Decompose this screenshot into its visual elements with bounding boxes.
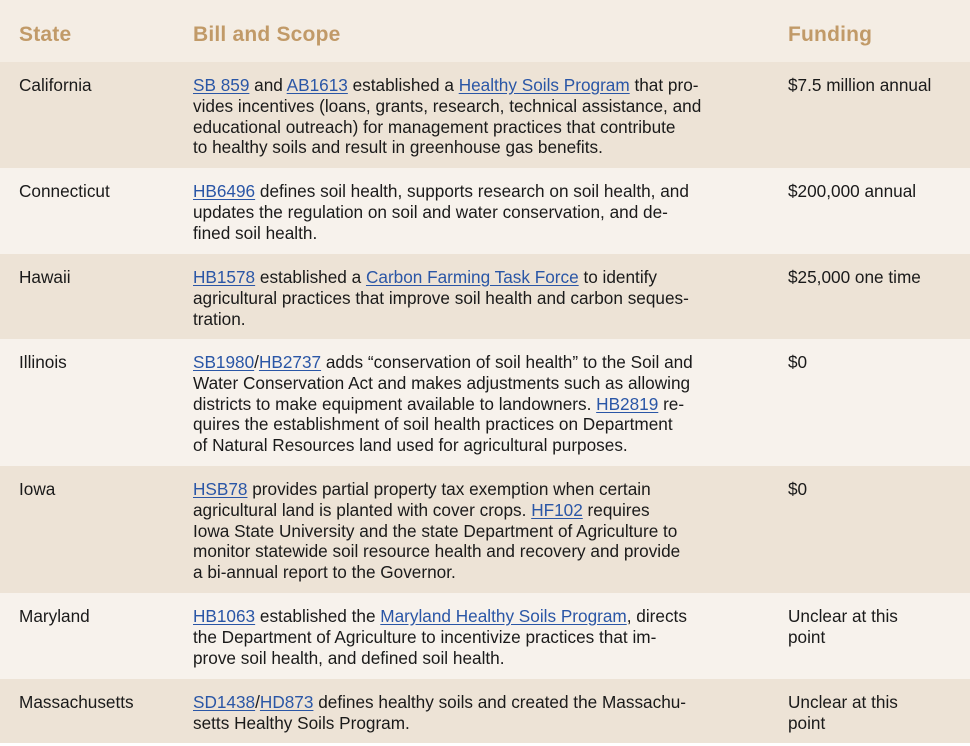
- header-funding: Funding: [788, 23, 873, 46]
- bill-text-line: HSB78 provides partial property tax exemption when certain: [193, 479, 651, 499]
- bill-link[interactable]: HB2819: [596, 393, 659, 414]
- bill-text-line: educational outreach) for management practices that contribute: [193, 116, 676, 137]
- table-row: [0, 62, 970, 168]
- bill-text-line: setts Healthy Soils Program.: [193, 712, 410, 733]
- bill-link[interactable]: HB2737: [258, 352, 322, 372]
- bill-link[interactable]: SB 859: [193, 75, 250, 95]
- bill-text-line: to healthy soils and result in greenhouse gas benefits.: [193, 137, 603, 158]
- bill-text-line: SB1980/HB2737 adds “conservation of soil health” to the Soil and: [193, 352, 693, 372]
- bill-link[interactable]: HB1063: [193, 606, 256, 626]
- funding-cell: [788, 267, 966, 288]
- bill-text-line: SD1438/HD873 defines healthy soils and created the Massachu-: [193, 692, 687, 712]
- bill-link[interactable]: Maryland Healthy Soils Program: [380, 606, 627, 626]
- bill-text-line: prove soil health, and defined soil health.: [193, 647, 505, 668]
- funding-text-line: Unclear at this: [788, 606, 898, 626]
- state-cell: Iowa: [19, 479, 56, 499]
- state-cell: Connecticut: [19, 181, 110, 201]
- bill-link[interactable]: HB6496: [193, 181, 256, 201]
- bill-link[interactable]: SD1438: [193, 692, 256, 712]
- bill-text-line: a bi-annual report to the Governor.: [193, 562, 456, 583]
- bill-text-line: updates the regulation on soil and water conservation, and de-: [193, 201, 668, 222]
- bill-link[interactable]: SB1980: [193, 352, 255, 372]
- bill-text-line: Water Conservation Act and makes adjustments such as allowing: [193, 372, 691, 393]
- funding-cell: [788, 479, 966, 500]
- bill-link[interactable]: Healthy Soils Program: [458, 75, 630, 95]
- table-row: [0, 466, 970, 593]
- bill-scope-cell: [193, 267, 759, 329]
- table-row: [0, 679, 970, 743]
- bill-link[interactable]: HD873: [259, 692, 314, 712]
- bill-scope-cell: [193, 181, 759, 243]
- state-cell: California: [19, 75, 92, 95]
- bill-link[interactable]: HB1578: [193, 267, 256, 287]
- header-state: State: [19, 23, 72, 46]
- bill-text-line: HB1063 established the Maryland Healthy Soils Program, directs: [193, 606, 687, 626]
- table-row: [0, 339, 970, 466]
- state-cell: Maryland: [19, 606, 90, 626]
- bill-text-line: HB1578 established a Carbon Farming Task Force to identify: [193, 267, 658, 287]
- bill-text-line: of Natural Resources land used for agricultural purposes.: [193, 435, 628, 456]
- table-body: [0, 62, 970, 743]
- bill-text-line: districts to make equipment available to landowners. HB2819 re-: [193, 393, 685, 414]
- funding-text-line: point: [788, 626, 826, 647]
- bill-link[interactable]: Carbon Farming Task Force: [365, 267, 579, 287]
- funding-cell: [788, 181, 966, 202]
- funding-text-line: $0: [788, 352, 808, 372]
- funding-text-line: Unclear at this: [788, 692, 898, 712]
- funding-text-line: $7.5 million annual: [788, 75, 932, 95]
- bill-scope-cell: [193, 606, 759, 668]
- bill-text-line: monitor statewide soil resource health and recovery and provide: [193, 541, 681, 562]
- state-cell: Illinois: [19, 352, 67, 372]
- funding-text-line: $0: [788, 479, 808, 499]
- bill-text-line: fined soil health.: [193, 222, 318, 243]
- bill-text-line: agricultural land is planted with cover crops. HF102 requires: [193, 499, 650, 520]
- header-bill-and-scope: Bill and Scope: [193, 23, 341, 46]
- bill-text-line: agricultural practices that improve soil health and carbon seques-: [193, 287, 689, 308]
- bill-text-line: Iowa State University and the state Department of Agriculture to: [193, 520, 678, 541]
- bill-scope-cell: [193, 479, 759, 583]
- bill-text-line: vides incentives (loans, grants, research, technical assistance, and: [193, 95, 702, 116]
- table-row: [0, 593, 970, 679]
- bill-text-line: tration.: [193, 308, 246, 329]
- funding-cell: [788, 692, 966, 734]
- state-cell: Hawaii: [19, 267, 71, 287]
- table-row: [0, 168, 970, 254]
- funding-cell: [788, 75, 966, 96]
- table-header: [0, 0, 970, 62]
- state-cell: Massachusetts: [19, 692, 134, 712]
- bill-scope-cell: [193, 352, 759, 456]
- funding-cell: [788, 352, 966, 373]
- funding-text-line: $200,000 annual: [788, 181, 917, 201]
- funding-text-line: $25,000 one time: [788, 267, 921, 287]
- bill-text-line: HB6496 defines soil health, supports research on soil health, and: [193, 181, 689, 201]
- bill-link[interactable]: HSB78: [193, 479, 248, 499]
- bill-text-line: the Department of Agriculture to incentivize practices that im-: [193, 626, 657, 647]
- table-row: [0, 254, 970, 339]
- bill-text-line: quires the establishment of soil health practices on Department: [193, 414, 673, 435]
- bill-scope-cell: [193, 75, 759, 158]
- bill-scope-cell: [193, 692, 759, 734]
- bill-text-line: SB 859 and AB1613 established a Healthy Soils Program that pro-: [193, 75, 699, 95]
- funding-text-line: point: [788, 712, 826, 733]
- bill-link[interactable]: AB1613: [286, 75, 348, 95]
- bill-link[interactable]: HF102: [531, 499, 583, 520]
- funding-cell: [788, 606, 966, 648]
